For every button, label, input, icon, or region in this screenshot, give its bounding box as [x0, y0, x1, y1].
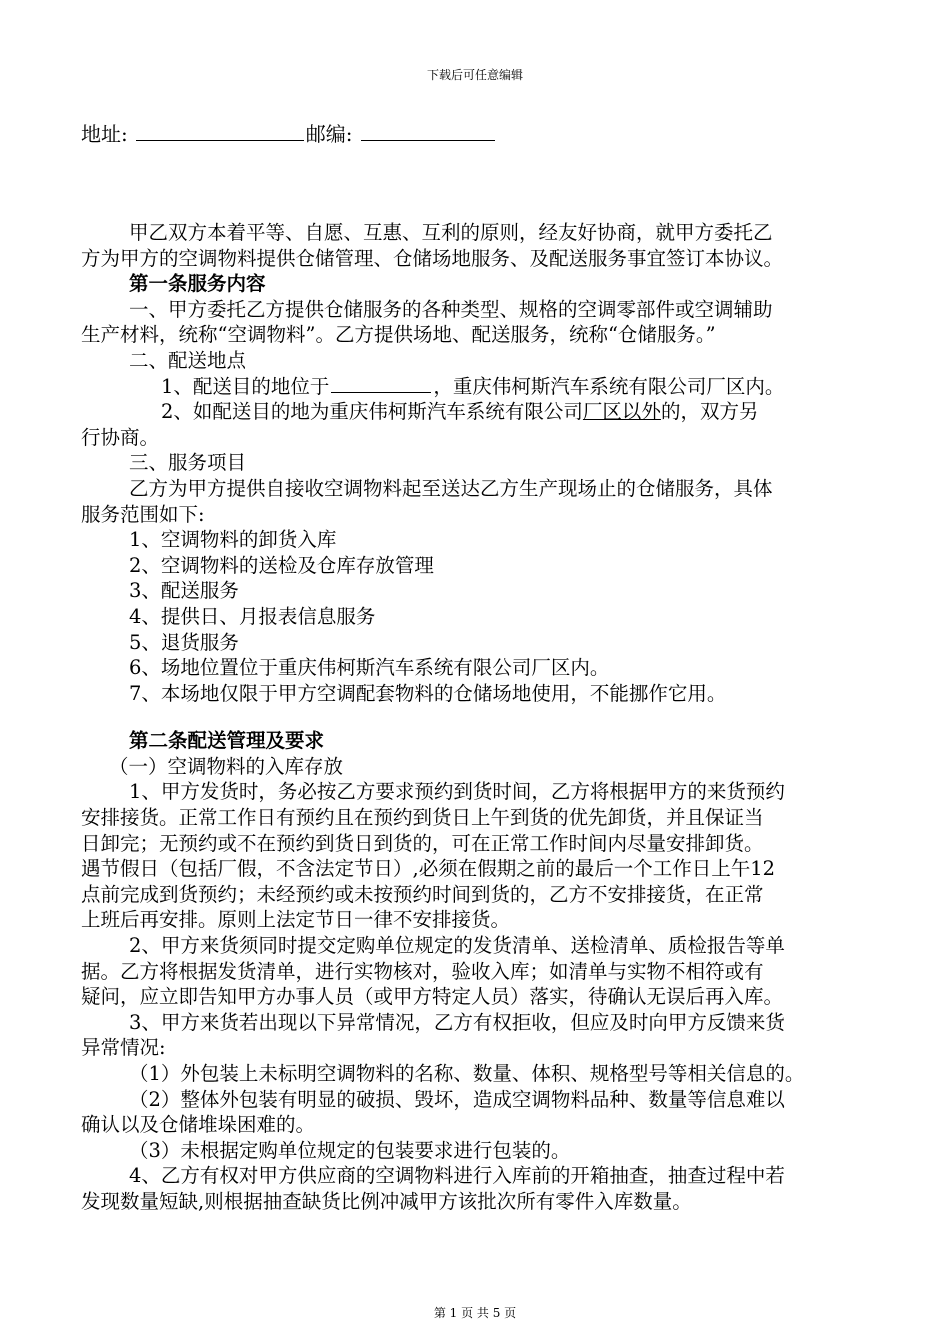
service-item: 1、空调物料的卸货入库	[129, 528, 337, 552]
art2-p3-condition-2-cont: 确认以及仓储堆垛困难的。	[81, 1113, 316, 1137]
art1-s2-item-2-cont: 行协商。	[81, 425, 160, 449]
art2-p2-line: 疑问，应立即告知甲方办事人员（或甲方特定人员）落实，待确认无误后再入库。	[81, 985, 784, 1009]
zip-label: 邮编:	[305, 122, 353, 146]
service-item: 7、本场地仅限于甲方空调配套物料的仓储场地使用，不能挪作它用。	[129, 681, 727, 705]
art1-p1-line: 一、甲方委托乙方提供仓储服务的各种类型、规格的空调零部件或空调辅助	[129, 297, 773, 321]
article-1-title: 第一条服务内容	[129, 272, 266, 296]
art2-p1-line: 1、甲方发货时，务必按乙方要求预约到货时间，乙方将根据甲方的来货预约	[129, 780, 785, 804]
destination-blank	[331, 374, 431, 393]
intro-line: 方为甲方的空调物料提供仓储管理、仓储场地服务、及配送服务事宜签订本协议。	[81, 246, 784, 270]
service-item: 6、场地位置位于重庆伟柯斯汽车系统有限公司厂区内。	[129, 656, 610, 680]
art1-s3-intro-line: 服务范围如下:	[81, 502, 205, 526]
art1-s2-item-1	[81, 374, 881, 400]
art2-section-1-title: （一）空调物料的入库存放	[109, 754, 344, 778]
article-2-title: 第二条配送管理及要求	[129, 729, 325, 753]
art1-s2-item-2-end: 的，双方另	[660, 400, 759, 424]
art1-s3-intro-line: 乙方为甲方提供自接收空调物料起至送达乙方生产现场止的仓储服务，具体	[129, 476, 773, 500]
art2-p3-line: 异常情况:	[81, 1036, 166, 1060]
art2-p4-line: 发现数量短缺,则根据抽查缺货比例冲减甲方该批次所有零件入库数量。	[81, 1189, 692, 1213]
service-item: 2、空调物料的送检及仓库存放管理	[129, 553, 434, 577]
art2-p3-condition-1: （1）外包装上未标明空调物料的名称、数量、体积、规格型号等相关信息的。	[129, 1062, 805, 1085]
art1-s2-item-1-start: 1、配送目的地位于	[161, 374, 330, 398]
spacer	[81, 706, 881, 728]
art1-section-2-title: 二、配送地点	[129, 348, 247, 372]
address-line	[81, 118, 495, 147]
art2-p4-line: 4、乙方有权对甲方供应商的空调物料进行入库前的开箱抽查，抽查过程中若	[129, 1164, 785, 1188]
service-item: 4、提供日、月报表信息服务	[129, 604, 376, 628]
service-item: 5、退货服务	[129, 630, 239, 654]
art2-p3-condition-3: （3）未根据定购单位规定的包装要求进行包装的。	[129, 1138, 571, 1162]
art1-s2-item-2	[81, 399, 881, 425]
art2-p1-line: 日卸完；无预约或不在预约到货日到货的，可在正常工作时间内尽量安排卸货。	[81, 831, 764, 855]
service-item: 3、配送服务	[129, 579, 239, 603]
document-body	[81, 220, 881, 1215]
intro-line: 甲乙双方本着平等、自愿、互惠、互利的原则，经友好协商，就甲方委托乙	[129, 221, 773, 244]
address-label: 地址:	[81, 122, 128, 146]
art1-s2-item-1-end: ，重庆伟柯斯汽车系统有限公司厂区内。	[433, 374, 785, 398]
art2-p1-line: 上班后再安排。原则上法定节日一律不安排接货。	[81, 908, 511, 932]
art2-p1-line: 遇节假日（包括厂假，不含法定节日）,必须在假期之前的最后一个工作日上午12	[81, 857, 776, 881]
header-note: 下载后可任意编辑	[426, 68, 523, 82]
art1-section-3-title: 三、服务项目	[129, 451, 247, 475]
art1-s2-item-2-underlined: 厂区以外	[582, 400, 661, 424]
art2-p3-line: 3、甲方来货若出现以下异常情况，乙方有权拒收，但应及时向甲方反馈来货	[129, 1010, 785, 1034]
address-blank	[136, 120, 304, 141]
art2-p1-line: 安排接货。正常工作日有预约且在预约到货日上午到货的优先卸货，并且保证当	[81, 806, 764, 830]
art2-p1-line: 点前完成到货预约；未经预约或未按预约时间到货的，乙方不安排接货，在正常	[81, 882, 764, 906]
zip-blank	[361, 120, 495, 141]
page-footer: 第 1 页 共 5 页	[433, 1306, 517, 1320]
art1-s2-item-2-start: 2、如配送目的地为重庆伟柯斯汽车系统有限公司	[161, 400, 583, 424]
art2-p2-line: 2、甲方来货须同时提交定购单位规定的发货清单、送检清单、质检报告等单	[129, 934, 785, 958]
art2-p2-line: 据。乙方将根据发货清单，进行实物核对，验收入库；如清单与实物不相符或有	[81, 959, 764, 983]
art2-p3-condition-2: （2）整体外包装有明显的破损、毁坏，造成空调物料品种、数量等信息难以	[129, 1087, 785, 1111]
art1-p1-line: 生产材料，统称“空调物料”。乙方提供场地、配送服务，统称“仓储服务。”	[81, 323, 716, 347]
